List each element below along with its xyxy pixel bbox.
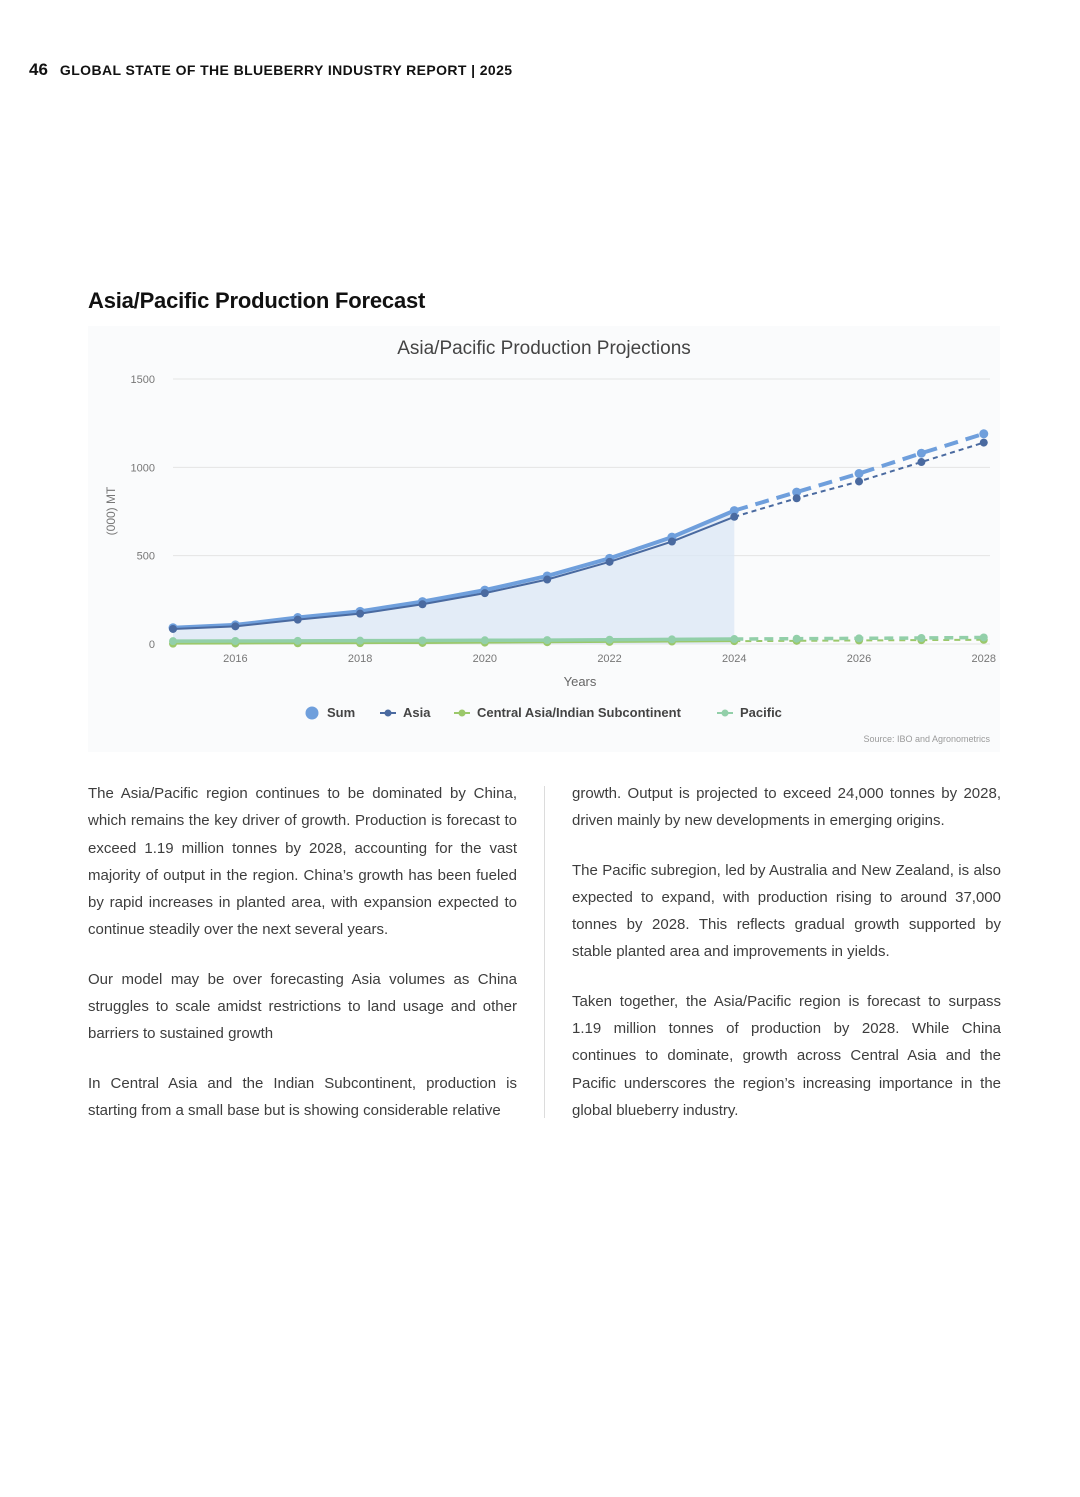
body-paragraph: Our model may be over forecasting Asia volumes as China struggles to scale amidst restrictions to land usage and other barriers to sustained growth: [88, 970, 517, 1043]
y-axis-label: (000) MT: [104, 486, 118, 536]
data-point: [668, 538, 676, 546]
production-chart: [88, 326, 1000, 752]
data-point: [356, 637, 364, 645]
data-point: [356, 610, 364, 618]
body-paragraph: In Central Asia and the Indian Subcontinent, production is starting from a small base but is showing considerable relative: [88, 1074, 517, 1119]
x-tick-label: 2020: [472, 653, 498, 665]
x-axis-ticks: [223, 653, 996, 665]
data-point: [980, 633, 988, 641]
data-point: [294, 616, 302, 624]
data-point: [855, 634, 863, 642]
data-point: [169, 625, 177, 633]
chart-source: Source: IBO and Agronometrics: [863, 734, 990, 744]
data-point: [543, 636, 551, 644]
running-header: [29, 60, 512, 80]
body-paragraph: Taken together, the Asia/Pacific region is forecast to surpass 1.19 million tonnes of production by 2028. While China continues to dominate, growth across Central Asia and the Pacific underscores the region’s increasing importance in the global blueberry industry.: [572, 992, 1001, 1119]
data-point: [169, 637, 177, 645]
y-tick-label: 1000: [130, 462, 155, 475]
data-point: [730, 513, 738, 521]
data-point: [418, 636, 426, 644]
data-point: [979, 429, 988, 438]
legend-marker: [722, 710, 729, 717]
y-tick-label: 0: [148, 639, 155, 651]
data-point: [606, 636, 614, 644]
y-tick-label: 500: [136, 550, 155, 563]
x-tick-label: 2024: [722, 653, 747, 665]
y-axis-ticks: [131, 374, 155, 651]
data-point: [917, 449, 926, 458]
data-point: [980, 439, 988, 447]
legend-label: Pacific: [740, 705, 782, 720]
section-heading: Asia/Pacific Production Forecast: [88, 288, 426, 313]
chart-legend: [306, 705, 782, 720]
legend-marker: [306, 707, 319, 720]
data-point: [481, 636, 489, 644]
right-column: [572, 780, 1001, 1146]
x-tick-label: 2028: [971, 653, 997, 665]
chart-canvas: [88, 326, 1000, 752]
data-point: [793, 635, 801, 643]
legend-marker: [385, 710, 392, 717]
x-tick-label: 2026: [846, 653, 872, 665]
series-line-actual: [173, 639, 734, 641]
report-title: GLOBAL STATE OF THE BLUEBERRY INDUSTRY REPORT | 2025: [59, 62, 513, 78]
body-paragraph: The Asia/Pacific region continues to be dominated by China, which remains the key driver of growth. Production is forecast to exceed 1.19 million tonnes by 2028, accounting for the vast majority of output in the region. China’s growth has been fueled by rapid increases in planted area, with expansion expected to continue steadily over the next several years.: [88, 785, 517, 939]
legend-item: [454, 705, 682, 720]
data-point: [231, 637, 239, 645]
legend-label: Asia: [403, 705, 431, 720]
data-point: [855, 469, 864, 478]
data-point: [231, 622, 239, 630]
x-tick-label: 2018: [347, 653, 373, 665]
left-column: [88, 780, 517, 1146]
legend-item: [717, 705, 782, 720]
legend-item: [380, 705, 431, 720]
legend-label: Sum: [327, 705, 356, 720]
data-point: [606, 558, 614, 566]
chart-title: Asia/Pacific Production Projections: [397, 338, 691, 359]
x-tick-label: 2022: [597, 653, 622, 665]
data-point: [668, 635, 676, 643]
data-point: [418, 600, 426, 608]
body-paragraph: growth. Output is projected to exceed 24,000 tonnes by 2028, driven mainly by new developments in emerging origins.: [572, 785, 1001, 830]
data-point: [730, 635, 738, 643]
legend-item: [306, 705, 356, 720]
legend-marker: [459, 710, 466, 717]
y-tick-label: 1500: [130, 374, 155, 386]
legend-label: Central Asia/Indian Subcontinent: [477, 705, 681, 720]
column-divider: [544, 786, 545, 1118]
x-tick-label: 2016: [223, 653, 248, 665]
data-point: [294, 637, 302, 645]
data-point: [793, 494, 801, 502]
body-paragraph: The Pacific subregion, led by Australia and New Zealand, is also expected to expand, with production rising to around 37,000 tonnes by 2028. This reflects gradual growth supported by stable planted area and improvements in yields.: [572, 861, 1001, 961]
data-point: [917, 458, 925, 466]
data-point: [855, 477, 863, 485]
data-point: [917, 634, 925, 642]
data-point: [543, 576, 551, 584]
data-point: [481, 589, 489, 597]
x-axis-label: Years: [563, 674, 597, 689]
page-number: 46: [29, 60, 48, 79]
